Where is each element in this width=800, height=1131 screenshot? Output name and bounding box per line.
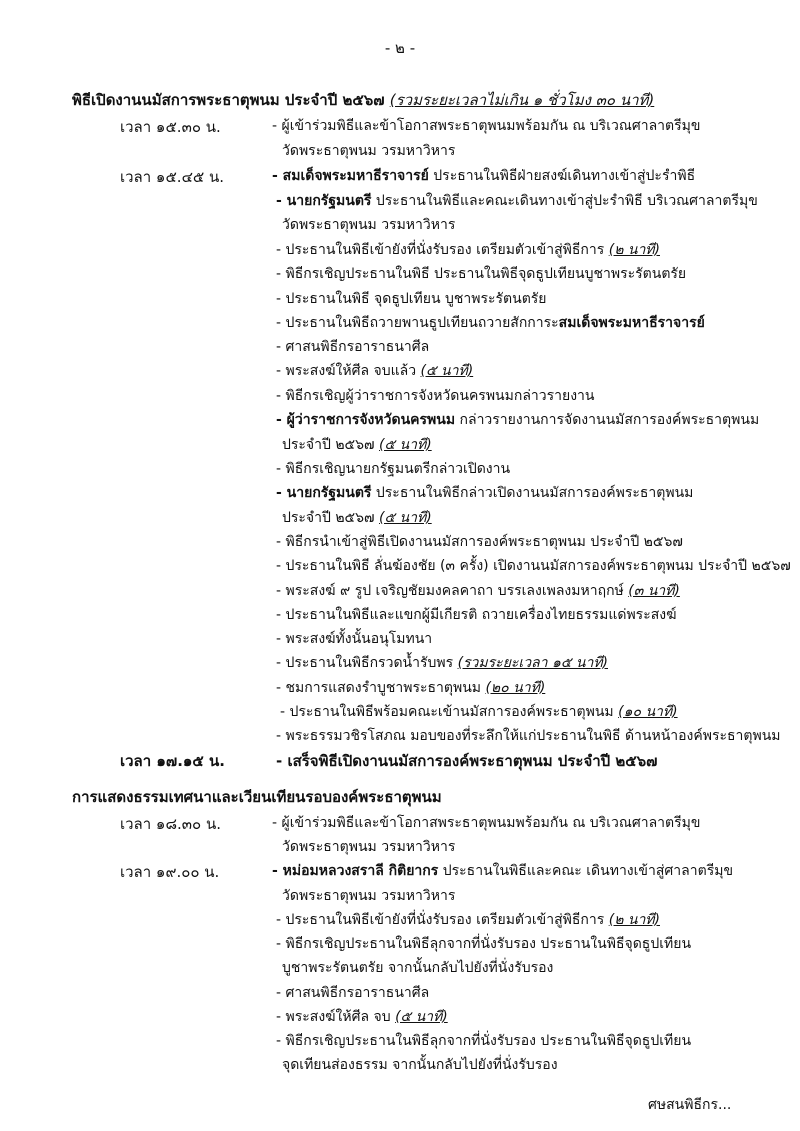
schedule-line: - พิธีกรเชิญประธานในพิธีลุกจากที่นั่งรับรอง ประธานในพิธีจุดธูปเทียน [276, 1033, 692, 1049]
schedule-line: - พระสงฆ์ให้ศีล จบแล้ว (๕ นาที) [276, 363, 474, 379]
schedule-line: - ศาสนพิธีกรอาราธนาศีล [276, 339, 430, 355]
schedule-line: - พิธีกรเชิญผู้ว่าราชการจังหวัดนครพนมกล่าวรายงาน [276, 388, 595, 404]
schedule-line: - ประธานในพิธีและแขกผู้มีเกียรติ ถวายเครื่องไทยธรรมแด่พระสงฆ์ [276, 607, 677, 623]
schedule-line: - พระสงฆ์ ๙ รูป เจริญชัยมงคลคาถา บรรเลงเพลงมหาฤกษ์ (๓ นาที) [276, 583, 680, 599]
schedule-line: - ประธานในพิธีเข้ายังที่นั่งรับรอง เตรียมตัวเข้าสู่พิธีการ (๒ นาที) [276, 912, 660, 928]
time-label: เวลา ๑๗.๑๕ น. [120, 752, 225, 770]
time-label: เวลา ๑๙.๐๐ น. [120, 863, 220, 881]
schedule-line: วัดพระธาตุพนม วรมหาวิหาร [282, 888, 456, 904]
schedule-line: - หม่อมหลวงสราลี กิติยากร ประธานในพิธีและคณะ เดินทางเข้าสู่ศาลาตรีมุข [272, 863, 734, 879]
schedule-line: - ผู้เข้าร่วมพิธีและข้าโอกาสพระธาตุพนมพร้อมกัน ณ บริเวณศาลาตรีมุข [272, 118, 701, 134]
schedule-line: วัดพระธาตุพนม วรมหาวิหาร [282, 217, 456, 233]
schedule-line: - พิธีกรเชิญประธานในพิธีลุกจากที่นั่งรับรอง ประธานในพิธีจุดธูปเทียน [276, 936, 692, 952]
schedule-line: - พิธีกรเชิญนายกรัฐมนตรีกล่าวเปิดงาน [276, 461, 511, 477]
time-label: เวลา ๑๘.๓๐ น. [120, 815, 221, 833]
time-label: เวลา ๑๕.๔๕ น. [120, 168, 225, 186]
page-number: - ๒ - [384, 39, 416, 57]
schedule-line: - พิธีกรเชิญประธานในพิธี ประธานในพิธีจุดธูปเทียนบูชาพระรัตนตรัย [276, 266, 687, 282]
schedule-line: - พระสงฆ์ให้ศีล จบ (๕ นาที) [276, 1009, 448, 1025]
schedule-line: - พระสงฆ์ทั้งนั้นอนุโมทนา [276, 631, 433, 647]
schedule-line: ประจำปี ๒๕๖๗ (๕ นาที) [282, 437, 432, 453]
schedule-line: - ประธานในพิธี ลั่นฆ้องชัย (๓ ครั้ง) เปิดงานนมัสการองค์พระธาตุพนม ประจำปี ๒๕๖๗ [276, 558, 791, 574]
schedule-line: - ประธานในพิธี จุดธูปเทียน บูชาพระรัตนตรัย [276, 291, 547, 307]
schedule-line: - พิธีกรนำเข้าสู่พิธีเปิดงานนมัสการองค์พระธาตุพนม ประจำปี ๒๕๖๗ [276, 534, 683, 550]
schedule-line: วัดพระธาตุพนม วรมหาวิหาร [282, 839, 456, 855]
schedule-line: วัดพระธาตุพนม วรมหาวิหาร [282, 143, 456, 159]
schedule-line: - สมเด็จพระมหาธีราจารย์ ประธานในพิธีฝ่ายสงฆ์เดินทางเข้าสู่ปะรำพิธี [272, 168, 696, 184]
schedule-line: - เสร็จพิธีเปิดงานนมัสการองค์พระธาตุพนม ประจำปี ๒๕๖๗ [276, 752, 658, 770]
schedule-line: - นายกรัฐมนตรี ประธานในพิธีและคณะเดินทางเข้าสู่ปะรำพิธี บริเวณศาลาตรีมุข [276, 193, 758, 209]
schedule-line: - ประธานในพิธีถวายพานธูปเทียนถวายสักการะสมเด็จพระมหาธีราจารย์ [276, 315, 705, 331]
schedule-line: - ประธานในพิธีพร้อมคณะเข้านมัสการองค์พระธาตุพนม (๑๐ นาที) [280, 704, 678, 720]
footer-continuation: ศษสนพิธีกร... [648, 1097, 732, 1113]
schedule-line: - ประธานในพิธีกรวดน้ำรับพร (รวมระยะเวลา ๑๕ นาที) [276, 655, 609, 671]
schedule-line: - ผู้เข้าร่วมพิธีและข้าโอกาสพระธาตุพนมพร้อมกัน ณ บริเวณศาลาตรีมุข [272, 815, 701, 831]
schedule-line: บูชาพระรัตนตรัย จากนั้นกลับไปยังที่นั่งรับรอง [282, 960, 554, 976]
schedule-line: - ศาสนพิธีกรอาราธนาศีล [276, 985, 430, 1001]
schedule-line: - ประธานในพิธีเข้ายังที่นั่งรับรอง เตรียมตัวเข้าสู่พิธีการ (๒ นาที) [276, 242, 660, 258]
time-label: เวลา ๑๕.๓๐ น. [120, 118, 221, 136]
schedule-line: - ผู้ว่าราชการจังหวัดนครพนม กล่าวรายงานการจัดงานนมัสการองค์พระธาตุพนม [276, 412, 760, 428]
schedule-line: - พระธรรมวชิรโสภณ มอบของที่ระลึกให้แก่ประธานในพิธี ด้านหน้าองค์พระธาตุพนม [276, 728, 781, 744]
section-title-opening: พิธีเปิดงานนมัสการพระธาตุพนม ประจำปี ๒๕๖๗ (รวมระยะเวลาไม่เกิน ๑ ชั่วโมง ๓๐ นาที) [72, 91, 655, 109]
schedule-line: ประจำปี ๒๕๖๗ (๕ นาที) [282, 510, 432, 526]
schedule-line: จุดเทียนส่องธรรม จากนั้นกลับไปยังที่นั่งรับรอง [282, 1057, 558, 1073]
section-title-sermon: การแสดงธรรมเทศนาและเวียนเทียนรอบองค์พระธาตุพนม [72, 788, 442, 806]
schedule-line: - ชมการแสดงรำบูชาพระธาตุพนม (๒๐ นาที) [276, 680, 546, 696]
schedule-line: - นายกรัฐมนตรี ประธานในพิธีกล่าวเปิดงานนมัสการองค์พระธาตุพนม [276, 485, 694, 501]
